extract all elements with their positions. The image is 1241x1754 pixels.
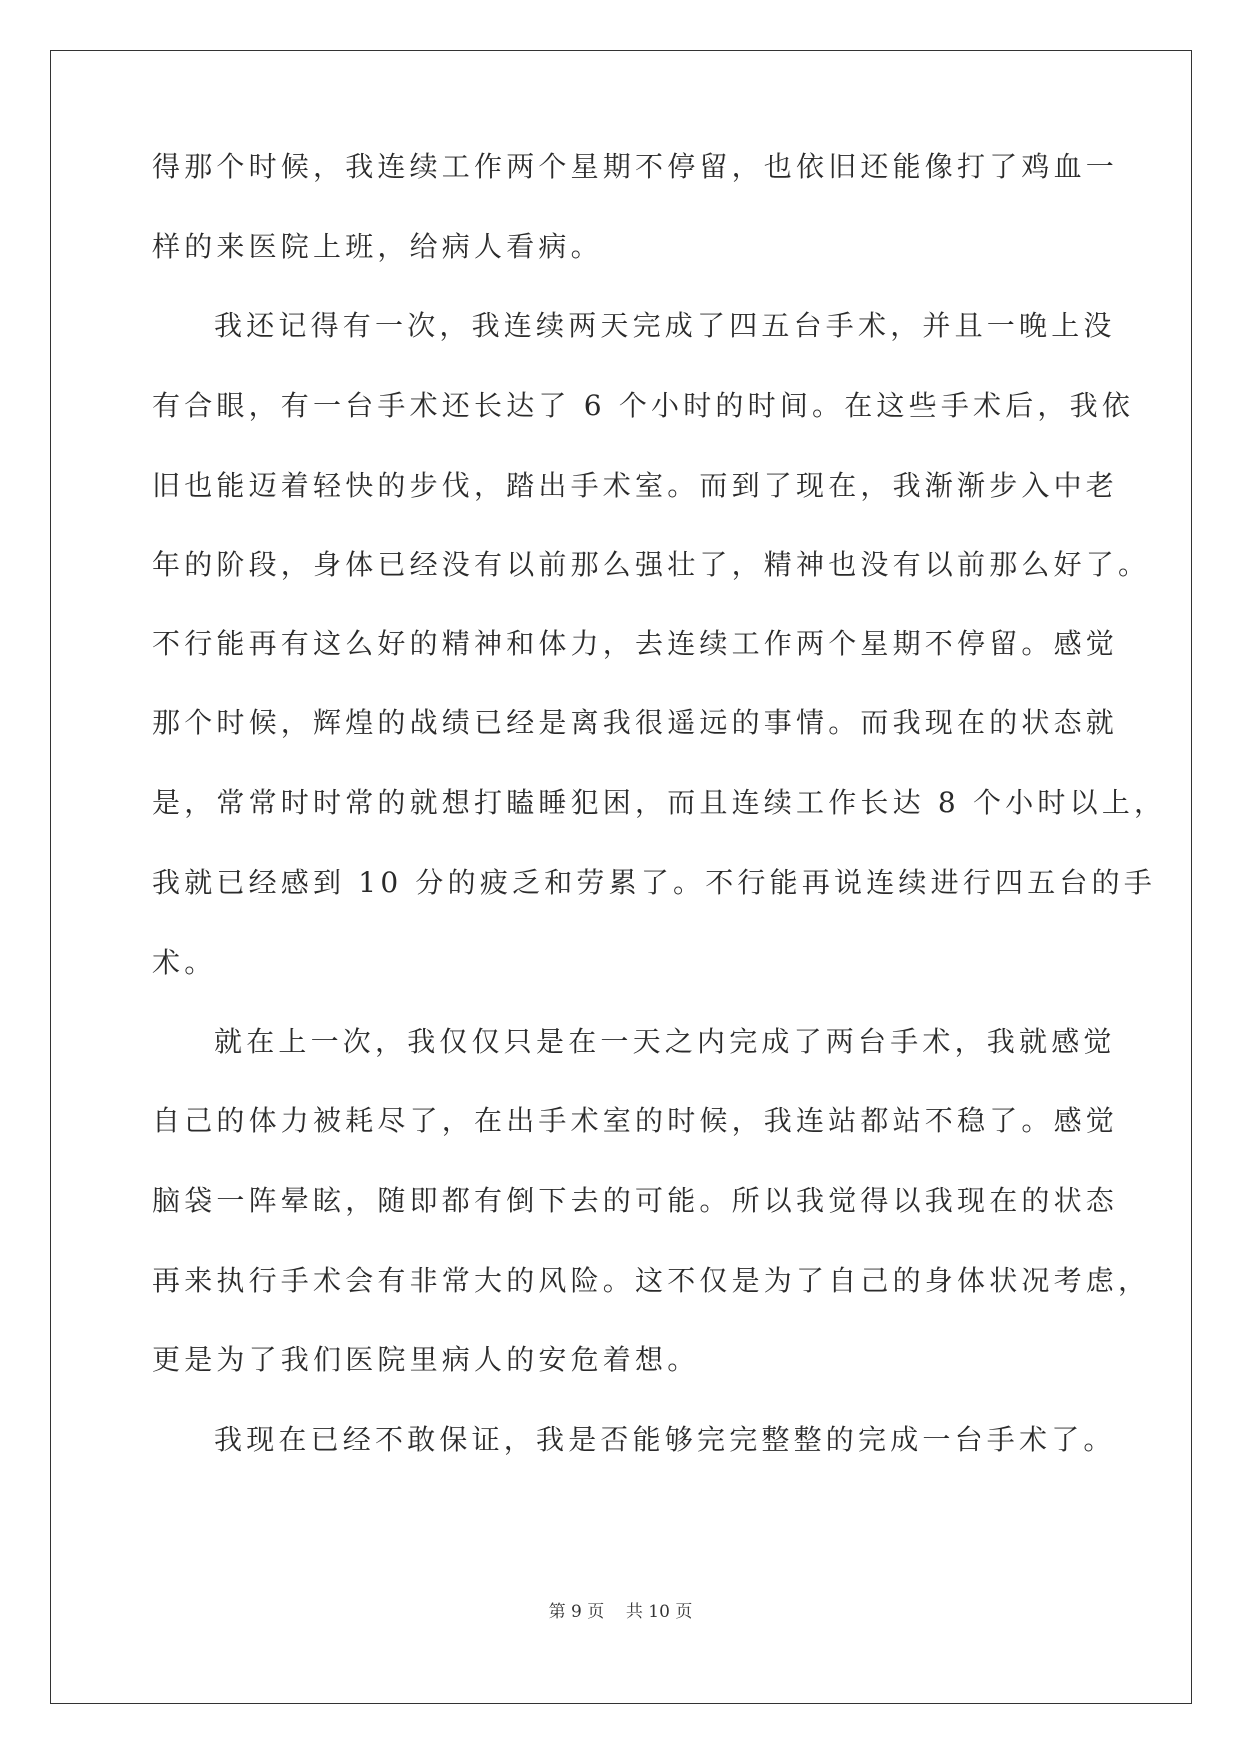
page-number-footer: 第 9 页 共 10 页 xyxy=(548,1602,693,1622)
body-line-2: 样的来医院上班，给病人看病。 xyxy=(152,230,603,263)
body-line-17: 我现在已经不敢保证，我是否能够完完整整的完成一台手术了。 xyxy=(214,1423,1116,1456)
body-line-15: 再来执行手术会有非常大的风险。这不仅是为了自己的身体状况考虑， xyxy=(152,1264,1151,1297)
body-line-8: 那个时候，辉煌的战绩已经是离我很遥远的事情。而我现在的状态就 xyxy=(152,706,1119,739)
body-line-7: 不行能再有这么好的精神和体力，去连续工作两个星期不停留。感觉 xyxy=(152,627,1119,660)
body-line-10: 我就已经感到 10 分的疲乏和劳累了。不行能再说连续进行四五台的手 xyxy=(152,866,1157,899)
body-line-11: 术。 xyxy=(152,946,217,979)
body-line-9: 是，常常时时常的就想打瞌睡犯困，而且连续工作长达 8 个小时以上， xyxy=(152,786,1167,819)
body-line-13: 自己的体力被耗尽了，在出手术室的时候，我连站都站不稳了。感觉 xyxy=(152,1104,1119,1137)
body-line-3: 我还记得有一次，我连续两天完成了四五台手术，并且一晚上没 xyxy=(214,309,1116,342)
body-line-12: 就在上一次，我仅仅只是在一天之内完成了两台手术，我就感觉 xyxy=(214,1025,1116,1058)
body-line-1: 得那个时候，我连续工作两个星期不停留，也依旧还能像打了鸡血一 xyxy=(152,150,1119,183)
body-line-16: 更是为了我们医院里病人的安危着想。 xyxy=(152,1343,700,1376)
body-line-4: 有合眼，有一台手术还长达了 6 个小时的时间。在这些手术后，我依 xyxy=(152,389,1135,422)
body-line-6: 年的阶段，身体已经没有以前那么强壮了，精神也没有以前那么好了。 xyxy=(152,548,1151,581)
body-line-14: 脑袋一阵晕眩，随即都有倒下去的可能。所以我觉得以我现在的状态 xyxy=(152,1184,1119,1217)
body-line-5: 旧也能迈着轻快的步伐，踏出手术室。而到了现在，我渐渐步入中老 xyxy=(152,469,1119,502)
